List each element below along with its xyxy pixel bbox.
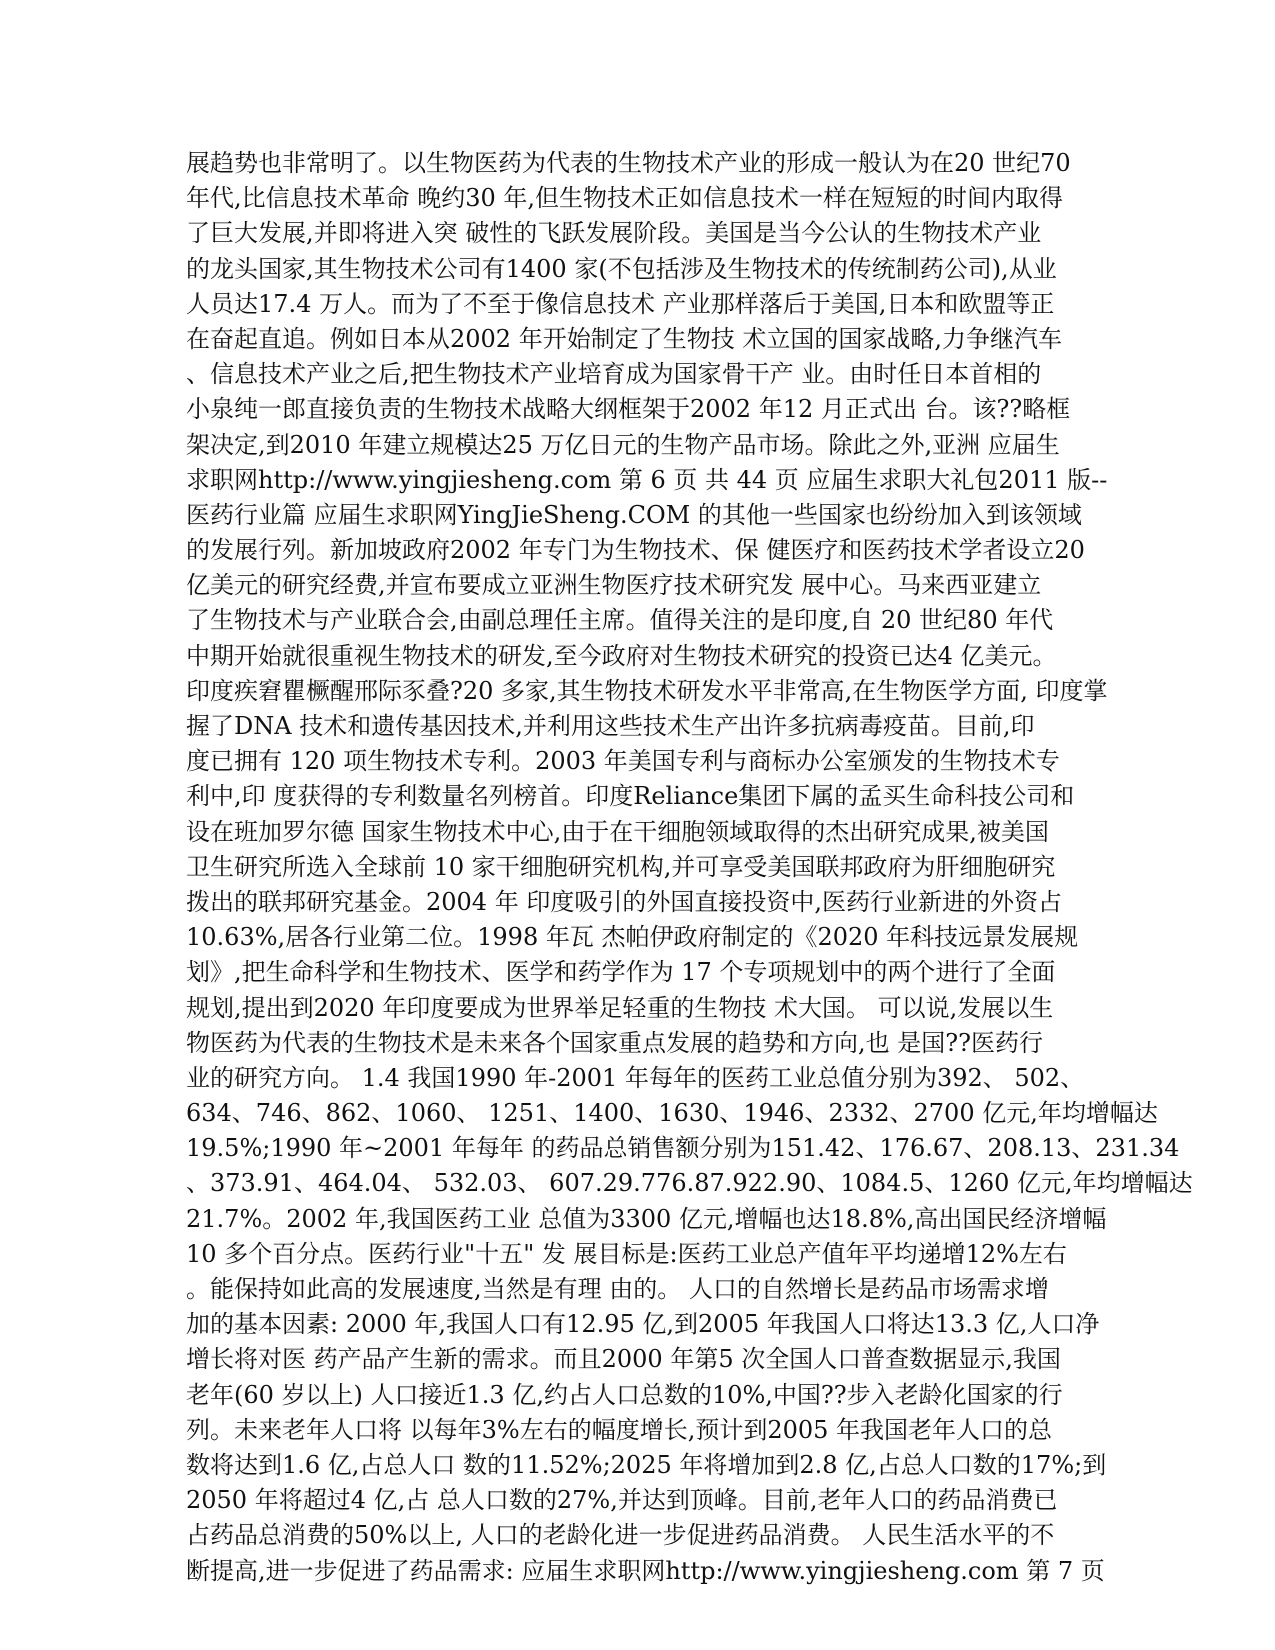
text-line: 人员达17.4 万人。而为了不至于像信息技术 产业那样落后于美国,日本和欧盟等正 xyxy=(186,289,1055,318)
text-line: 医药行业篇 应届生求职网YingJieSheng.COM 的其他一些国家也纷纷加入到该领域 xyxy=(186,500,1082,529)
text-line: 10.63%,居各行业第二位。1998 年瓦 杰帕伊政府制定的《2020 年科技远景发展规 xyxy=(186,923,1079,952)
text-line: 展趋势也非常明了。以生物医药为代表的生物技术产业的形成一般认为在20 世纪70 xyxy=(186,149,1071,177)
text-line: 小泉纯一郎直接负责的生物技术战略大纲框架于2002 年12 月正式出 台。该??略框 xyxy=(186,395,1071,424)
text-line: 19.5%;1990 年~2001 年每年 的药品总销售额分别为151.42、176.67、208.13、231.34 xyxy=(186,1134,1180,1163)
text-line: 、信息技术产业之后,把生物技术产业培育成为国家骨干产 业。由时任日本首相的 xyxy=(186,360,1042,389)
text-line: 亿美元的研究经费,并宣布要成立亚洲生物医疗技术研究发 展中心。马来西亚建立 xyxy=(186,571,1042,600)
text-line: 、373.91、464.04、 532.03、 607.29.776.87.922.90、1084.5、1260 亿元,年均增幅达 xyxy=(186,1169,1193,1198)
body-text xyxy=(186,146,1193,1589)
text-line: 求职网http://www.yingjiesheng.com 第 6 页 共 44 页 应届生求职大礼包2011 版-- xyxy=(186,465,1108,494)
text-line: 数将达到1.6 亿,占总人口 数的11.52%;2025 年将增加到2.8 亿,占总人口数的17%;到 xyxy=(186,1450,1107,1479)
text-line: 握了DNA 技术和遗传基因技术,并利用这些技术生产出许多抗病毒疫苗。目前,印 xyxy=(186,712,1035,740)
text-line: 利中,印 度获得的专利数量名列榜首。印度Reliance集团下属的孟买生命科技公司和 xyxy=(186,782,1075,811)
text-line: 在奋起直追。例如日本从2002 年开始制定了生物技 术立国的国家战略,力争继汽车 xyxy=(186,324,1062,353)
text-line: 加的基本因素: 2000 年,我国人口有12.95 亿,到2005 年我国人口将达13.3 亿,人口净 xyxy=(186,1310,1100,1339)
text-line: 的发展行列。新加坡政府2002 年专门为生物技术、保 健医疗和医药技术学者设立20 xyxy=(186,536,1085,565)
text-line: 业的研究方向。 1.4 我国1990 年-2001 年每年的医药工业总值分别为392、 502、 xyxy=(186,1063,1085,1092)
text-line: 设在班加罗尔德 国家生物技术中心,由于在干细胞领域取得的杰出研究成果,被美国 xyxy=(186,817,1049,846)
text-line: 。能保持如此高的发展速度,当然是有理 由的。 人口的自然增长是药品市场需求增 xyxy=(186,1275,1049,1303)
text-line: 634、746、862、1060、 1251、1400、1630、1946、2332、2700 亿元,年均增幅达 xyxy=(186,1099,1158,1128)
text-line: 划》,把生命科学和生物技术、医学和药学作为 17 个专项规划中的两个进行了全面 xyxy=(186,958,1056,987)
text-line: 21.7%。2002 年,我国医药工业 总值为3300 亿元,增幅也达18.8%,高出国民经济增幅 xyxy=(186,1204,1107,1233)
text-line: 增长将对医 药产品产生新的需求。而且2000 年第5 次全国人口普查数据显示,我国 xyxy=(186,1345,1061,1374)
text-line: 卫生研究所选入全球前 10 家干细胞研究机构,并可享受美国联邦政府为肝细胞研究 xyxy=(186,852,1056,881)
text-line: 10 多个百分点。医药行业"十五" 发 展目标是:医药工业总产值年平均递增12%左右 xyxy=(186,1239,1067,1268)
text-line: 架决定,到2010 年建立规模达25 万亿日元的生物产品市场。除此之外,亚洲 应届生 xyxy=(186,430,1060,459)
text-line: 的龙头国家,其生物技术公司有1400 家(不包括涉及生物技术的传统制药公司),从业 xyxy=(186,254,1057,283)
text-line: 了巨大发展,并即将进入突 破性的飞跃发展阶段。美国是当今公认的生物技术产业 xyxy=(186,219,1042,248)
text-line: 断提高,进一步促进了药品需求: 应届生求职网http://www.yingjiesheng.com 第 7 页 xyxy=(186,1556,1105,1585)
text-line: 印度疾窘瞿橛醒邢际豕叠?20 多家,其生物技术研发水平非常高,在生物医学方面, 印度掌 xyxy=(186,676,1108,705)
text-line: 物医药为代表的生物技术是未来各个国家重点发展的趋势和方向,也 是国??医药行 xyxy=(186,1028,1043,1057)
text-line: 规划,提出到2020 年印度要成为世界举足轻重的生物技 术大国。 可以说,发展以生 xyxy=(186,993,1054,1022)
text-line: 了生物技术与产业联合会,由副总理任主席。值得关注的是印度,自 20 世纪80 年代 xyxy=(186,606,1054,635)
text-line: 2050 年将超过4 亿,占 总人口数的27%,并达到顶峰。目前,老年人口的药品消费已 xyxy=(186,1486,1058,1515)
text-line: 占药品总消费的50%以上, 人口的老龄化进一步促进药品消费。 人民生活水平的不 xyxy=(186,1521,1055,1550)
text-line: 老年(60 岁以上) 人口接近1.3 亿,约占人口总数的10%,中国??步入老龄化国家的行 xyxy=(186,1380,1063,1409)
text-line: 年代,比信息技术革命 晚约30 年,但生物技术正如信息技术一样在短短的时间内取得 xyxy=(186,184,1064,213)
text-line: 拨出的联邦研究基金。2004 年 印度吸引的外国直接投资中,医药行业新进的外资占 xyxy=(186,887,1062,916)
text-line: 列。未来老年人口将 以每年3%左右的幅度增长,预计到2005 年我国老年人口的总 xyxy=(186,1415,1053,1444)
text-line: 度已拥有 120 项生物技术专利。2003 年美国专利与商标办公室颁发的生物技术专 xyxy=(186,747,1060,776)
text-line: 中期开始就很重视生物技术的研发,至今政府对生物技术研究的投资已达4 亿美元。 xyxy=(186,641,1057,670)
